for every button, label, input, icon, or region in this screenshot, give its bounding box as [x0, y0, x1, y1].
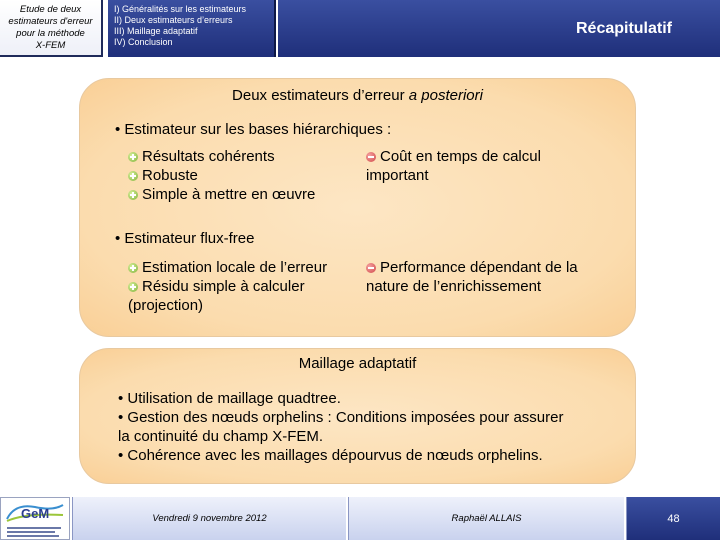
section-title: Récapitulatif: [278, 0, 720, 57]
outline-panel: [108, 0, 276, 57]
outline-item: I) Généralités sur les estimateurs: [114, 4, 247, 14]
pro-text: Résultats cohérents: [142, 148, 275, 165]
outline-item: IV) Conclusion: [114, 37, 173, 47]
estimator-2-pros: [128, 258, 327, 315]
estimator-1-pros: [128, 147, 315, 204]
gem-logo: [0, 497, 70, 540]
pro-text: Résidu simple à calculer: [142, 278, 305, 295]
estimators-box-title: [80, 87, 635, 104]
plus-icon: [128, 190, 138, 200]
estimator-1-cons: [366, 147, 541, 185]
list-item: [128, 166, 315, 185]
presentation-title: [0, 0, 103, 57]
minus-icon: [366, 152, 376, 162]
adaptive-mesh-box: [79, 348, 636, 484]
con-text-continued: important: [366, 167, 429, 184]
title-line: Etude de deux: [19, 3, 82, 15]
con-text: Coût en temps de calcul: [380, 148, 541, 165]
plus-icon: [128, 263, 138, 273]
footer-author: Raphaël ALLAIS: [348, 497, 624, 540]
list-item: • Cohérence avec les maillages dépourvus de nœuds orphelins.: [118, 447, 543, 464]
estimator-1-heading: • Estimateur sur les bases hiérarchiques :: [115, 121, 392, 138]
outline-item: II) Deux estimateurs d’erreurs: [114, 15, 233, 25]
list-item: [366, 147, 541, 166]
list-item: • Utilisation de maillage quadtree.: [118, 390, 341, 407]
minus-icon: [366, 263, 376, 273]
pro-text: Simple à mettre en œuvre: [142, 186, 316, 203]
page-number: 48: [626, 497, 720, 540]
pro-text: Robuste: [142, 167, 198, 184]
list-item: [128, 258, 327, 277]
title-line: pour la méthode: [16, 27, 85, 39]
title-line: estimateurs d'erreur: [8, 15, 93, 27]
title-line: X-FEM: [35, 39, 66, 51]
slide-header: [0, 0, 720, 57]
pro-text-continued: (projection): [128, 297, 204, 314]
slide-footer: [0, 497, 720, 540]
con-text: Performance dépendant de la: [380, 259, 578, 276]
list-item: [366, 258, 578, 277]
list-item: [128, 185, 315, 204]
outline-item: III) Maillage adaptatif: [114, 26, 198, 36]
adaptive-mesh-list: [118, 389, 608, 465]
footer-date: Vendredi 9 novembre 2012: [72, 497, 346, 540]
plus-icon: [128, 282, 138, 292]
estimator-2-heading: • Estimateur flux-free: [115, 230, 255, 247]
adaptive-mesh-title: Maillage adaptatif: [298, 355, 417, 372]
estimators-box: [79, 78, 636, 337]
pro-text: Estimation locale de l’erreur: [142, 259, 328, 276]
list-item-continued: la continuité du champ X-FEM.: [118, 428, 324, 445]
con-text-continued: nature de l’enrichissement: [366, 278, 542, 295]
estimator-2-cons: [366, 258, 578, 296]
list-item: [128, 277, 327, 296]
list-item: • Gestion des nœuds orphelins : Conditions imposées pour assurer: [118, 409, 564, 426]
plus-icon: [128, 152, 138, 162]
logo-icon: [5, 501, 65, 523]
plus-icon: [128, 171, 138, 181]
box-title-emphasis: a posteriori: [408, 87, 483, 104]
list-item: [128, 147, 315, 166]
box-title-text: Deux estimateurs d’erreur: [232, 87, 409, 104]
logo-text: GeM: [21, 506, 50, 521]
